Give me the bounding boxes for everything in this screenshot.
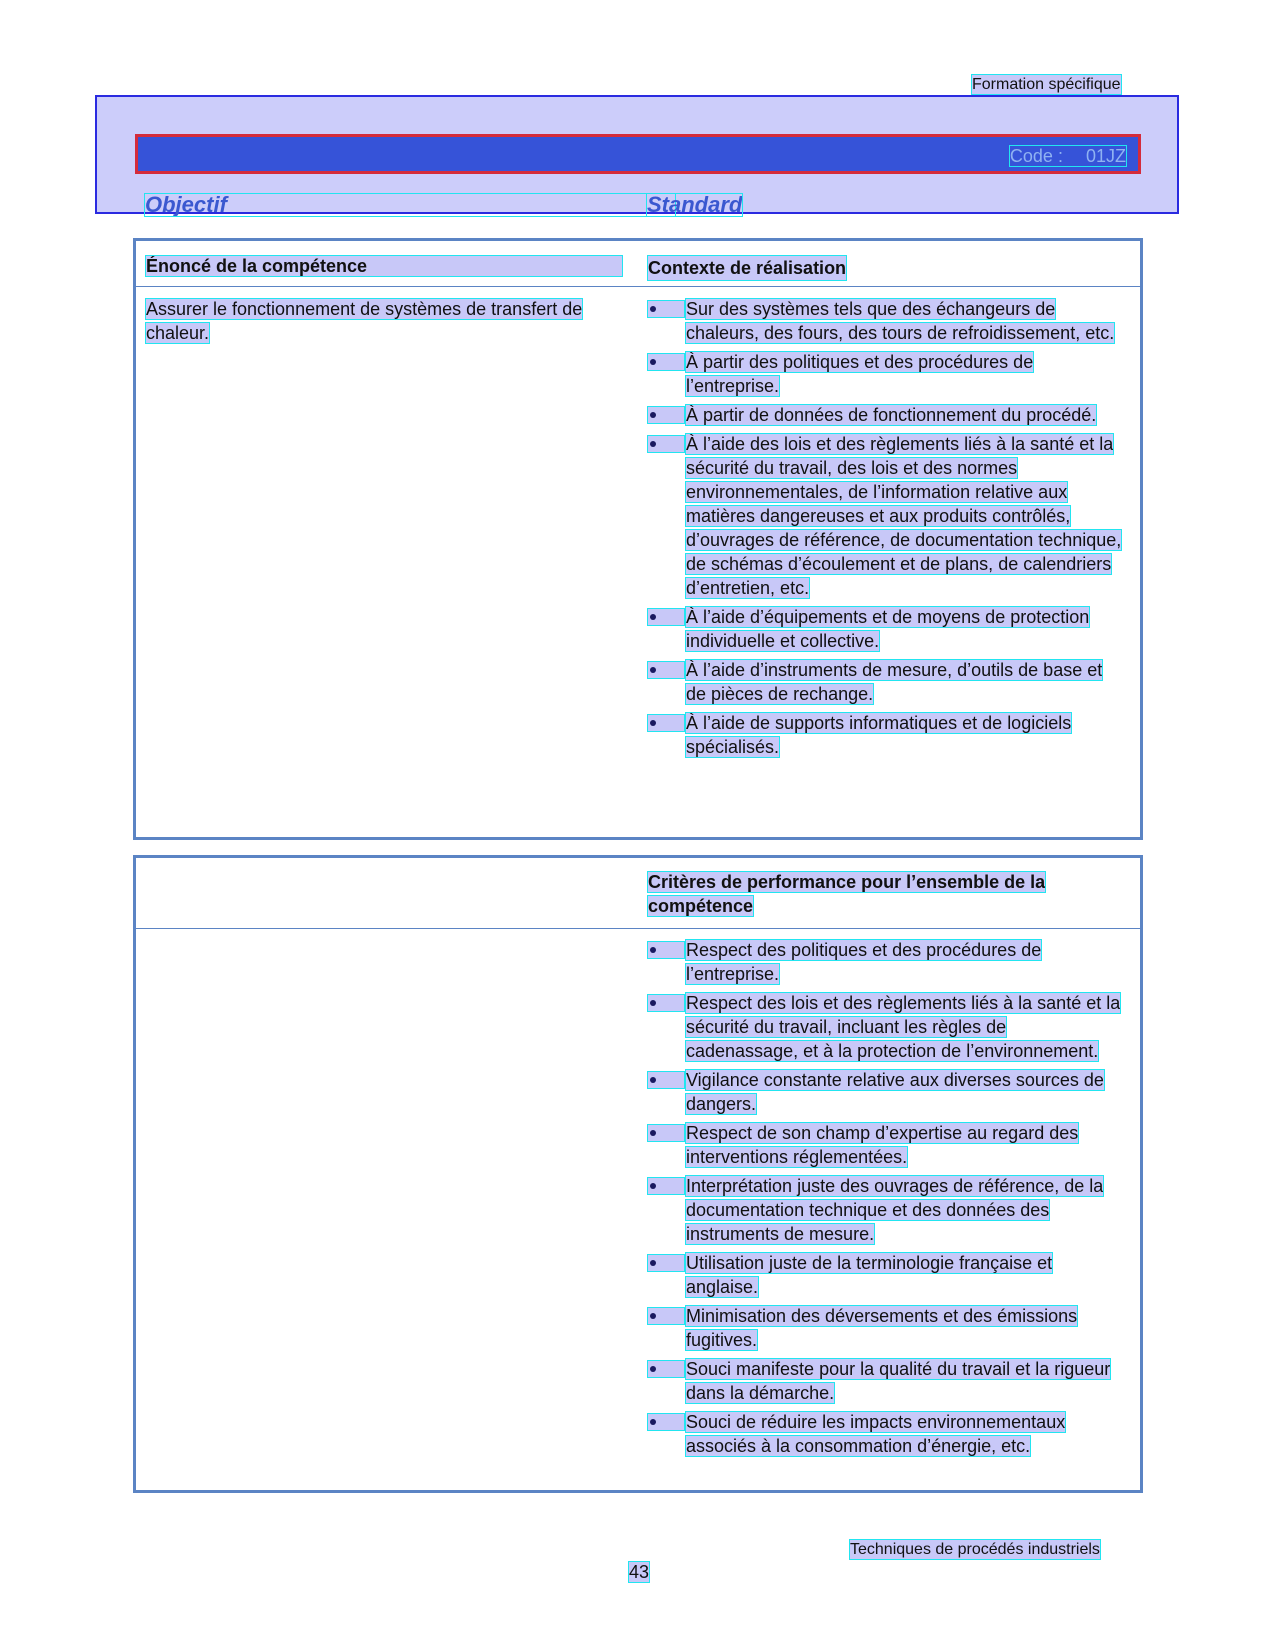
objectif-heading: Objectif [145,194,675,216]
bullet-icon [648,1072,684,1088]
document-header-label: Formation spécifique [972,76,1121,93]
bullet-icon [648,609,684,625]
performance-criteria-table [133,855,1143,1493]
contexte-heading: Contexte de réalisation [648,258,847,278]
list-item: Interprétation juste des ouvrages de référence, de la documentation technique et des données des instruments de mesure. [648,1174,1122,1246]
page-number: 43 [629,1562,650,1582]
competency-code [1010,146,1126,166]
standard-heading: Standard [647,192,743,217]
enonce-text: Assurer le fonctionnement de systèmes de transfert de chaleur. [146,299,583,343]
code-bar [135,134,1141,174]
bullet-icon [648,354,684,370]
code-label: Code : [1009,146,1063,166]
list-item: Souci de réduire les impacts environnementaux associés à la consommation d’énergie, etc. [648,1410,1122,1458]
enonce-heading: Énoncé de la compétence [146,256,622,276]
list-item: Vigilance constante relative aux diverses sources de dangers. [648,1068,1122,1116]
bullet-icon [648,407,684,423]
bullet-icon [648,995,684,1011]
criteres-heading: Critères de performance pour l’ensemble de la compétence [648,872,1046,916]
code-value: 01JZ [1085,146,1126,166]
competency-context-table [133,238,1143,840]
bullet-icon [648,942,684,958]
bullet-icon [648,1125,684,1141]
list-item: À l’aide des lois et des règlements liés à la santé et la sécurité du travail, des lois et des normes environnementales, de l’information relative aux matières dangereuses et aux produits contrôlés, d’ouvrages de référence, de documentation technique, de schémas d’écoulement et de plans, de calendriers d’entretien, etc. [648,432,1122,600]
list-item: À partir des politiques et des procédures de l’entreprise. [648,350,1122,398]
list-item: Sur des systèmes tels que des échangeurs de chaleurs, des fours, des tours de refroidissement, etc. [648,297,1122,345]
criteres-list [648,938,1122,1463]
list-item: Souci manifeste pour la qualité du travail et la rigueur dans la démarche. [648,1357,1122,1405]
table-header-row [136,858,1140,929]
bullet-icon [648,436,684,452]
list-item: À l’aide d’équipements et de moyens de protection individuelle et collective. [648,605,1122,653]
list-item: Respect des lois et des règlements liés à la santé et la sécurité du travail, incluant les règles de cadenassage, et à la protection de l’environnement. [648,991,1122,1063]
list-item: Respect des politiques et des procédures de l’entreprise. [648,938,1122,986]
contexte-list [648,297,1122,764]
list-item: À l’aide de supports informatiques et de logiciels spécialisés. [648,711,1122,759]
bullet-icon [648,715,684,731]
bullet-icon [648,1178,684,1194]
competency-banner [95,95,1179,217]
list-item: Minimisation des déversements et des émissions fugitives. [648,1304,1122,1352]
bullet-icon [648,1255,684,1271]
list-item: À partir de données de fonctionnement du procédé. [648,403,1122,427]
list-item: Utilisation juste de la terminologie française et anglaise. [648,1251,1122,1299]
bullet-icon [648,1414,684,1430]
table-header-row [136,241,1140,287]
bullet-icon [648,1308,684,1324]
bullet-icon [648,662,684,678]
list-item: Respect de son champ d’expertise au regard des interventions réglementées. [648,1121,1122,1169]
list-item: À l’aide d’instruments de mesure, d’outils de base et de pièces de rechange. [648,658,1122,706]
bullet-icon [648,1361,684,1377]
bullet-icon [648,301,684,317]
document-footer-program: Techniques de procédés industriels [850,1541,1100,1558]
